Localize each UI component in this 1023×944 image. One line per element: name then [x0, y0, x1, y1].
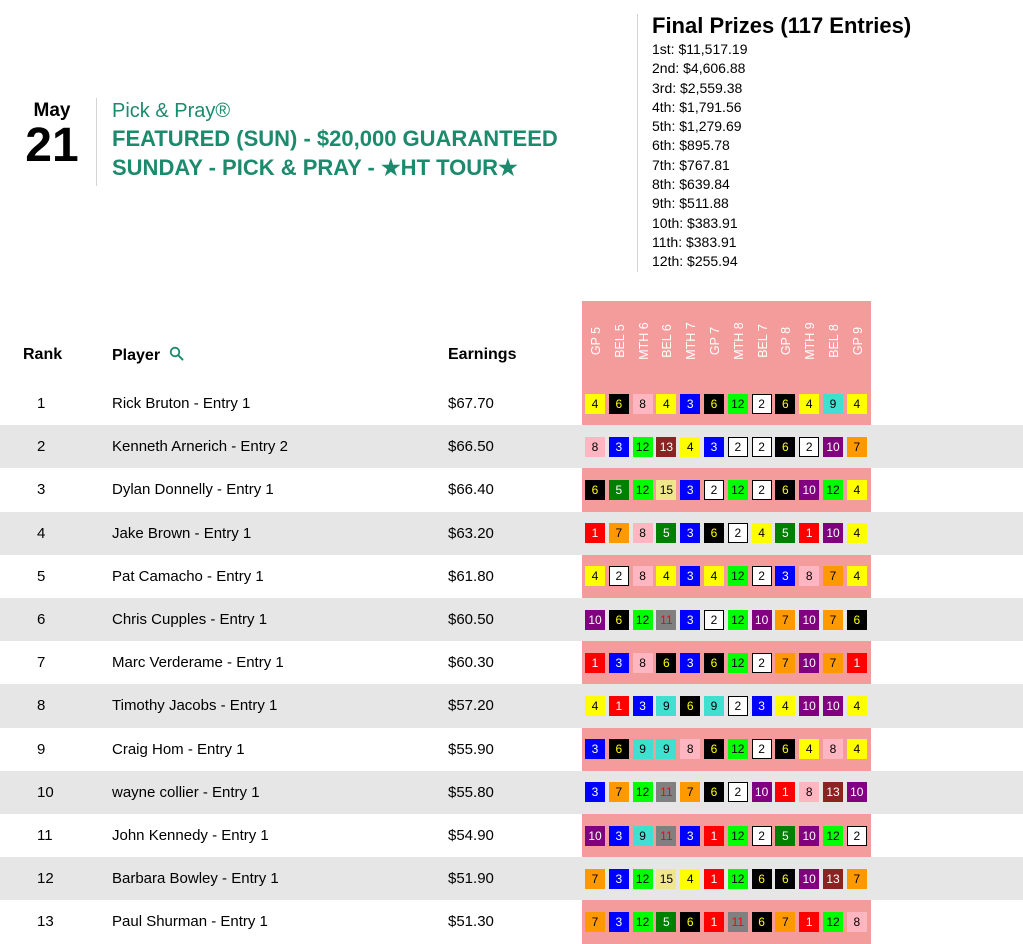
- pick-chip: 5: [775, 523, 795, 543]
- pick-chip: 2: [704, 480, 724, 500]
- pick-chip: 10: [799, 480, 819, 500]
- pick-chip: 11: [656, 782, 676, 802]
- pick-chip: 7: [775, 912, 795, 932]
- earnings-cell: $61.80: [448, 567, 494, 585]
- prize-line: 5th: $1,279.69: [652, 118, 742, 135]
- pick-chip: 10: [799, 696, 819, 716]
- earnings-cell: $60.50: [448, 611, 494, 628]
- pick-chip: 7: [680, 782, 700, 802]
- pick-chip: 2: [752, 566, 772, 586]
- race-header-label: MTH 6: [636, 321, 651, 360]
- race-header: [680, 303, 702, 378]
- prizes-divider: [637, 14, 638, 272]
- pick-chip: 11: [656, 610, 676, 630]
- earnings-cell: $55.90: [448, 740, 494, 758]
- pick-chip: 7: [609, 782, 629, 802]
- pick-chip: 10: [823, 696, 843, 716]
- earnings-header[interactable]: Earnings: [448, 346, 517, 363]
- rank-cell: 13: [37, 913, 54, 931]
- game-name: Pick & Pray®: [112, 100, 231, 122]
- pick-chip: 3: [680, 394, 700, 414]
- pick-chip: 3: [609, 826, 629, 846]
- player-name[interactable]: Kenneth Arnerich - Entry 2: [112, 438, 288, 456]
- pick-chip: 7: [823, 653, 843, 673]
- player-name[interactable]: Pat Camacho - Entry 1: [112, 567, 264, 585]
- race-header: [752, 303, 774, 378]
- final-prizes: [652, 12, 911, 272]
- pick-chip: 2: [752, 653, 772, 673]
- table-row[interactable]: [0, 382, 1023, 425]
- pick-chip: 3: [680, 826, 700, 846]
- player-header-label: Player: [112, 347, 161, 364]
- rank-cell: 6: [37, 611, 46, 628]
- pick-chip: 8: [633, 566, 653, 586]
- pick-chip: 6: [585, 480, 605, 500]
- event-titles: [112, 98, 558, 182]
- pick-chip: 10: [799, 653, 819, 673]
- pick-chip: 2: [847, 826, 867, 846]
- event-title: FEATURED (SUN) - $20,000 GUARANTEED: [112, 126, 558, 151]
- table-row[interactable]: [0, 900, 1023, 943]
- race-header: [775, 303, 797, 378]
- pick-chip: 10: [585, 610, 605, 630]
- pick-chip: 12: [728, 653, 748, 673]
- pick-chip: 3: [704, 437, 724, 457]
- pick-chip: 1: [799, 523, 819, 543]
- table-row[interactable]: [0, 641, 1023, 684]
- pick-chip: 8: [633, 394, 653, 414]
- pick-chip: 6: [775, 394, 795, 414]
- pick-chip: 2: [728, 437, 748, 457]
- pick-chip: 1: [704, 869, 724, 889]
- race-header: [585, 303, 607, 378]
- race-header: [823, 303, 845, 378]
- pick-chip: 12: [633, 782, 653, 802]
- pick-chip: 2: [752, 437, 772, 457]
- earnings-cell: $51.90: [448, 870, 494, 888]
- pick-chip: 9: [656, 739, 676, 759]
- pick-chip: 6: [752, 912, 772, 932]
- pick-chip: 5: [775, 826, 795, 846]
- pick-chip: 8: [633, 653, 653, 673]
- pick-chip: 12: [728, 739, 748, 759]
- prize-line: 6th: $895.78: [652, 137, 730, 154]
- pick-chip: 3: [680, 610, 700, 630]
- race-header: [847, 303, 869, 378]
- table-row[interactable]: [0, 598, 1023, 641]
- pick-chip: 4: [752, 523, 772, 543]
- pick-chip: 12: [728, 610, 748, 630]
- pick-chip: 9: [633, 739, 653, 759]
- pick-chip: 2: [752, 480, 772, 500]
- pick-chip: 10: [752, 610, 772, 630]
- pick-chip: 6: [704, 523, 724, 543]
- player-name[interactable]: Paul Shurman - Entry 1: [112, 913, 268, 931]
- pick-chip: 13: [656, 437, 676, 457]
- pick-chip: 1: [847, 653, 867, 673]
- pick-chip: 13: [823, 869, 843, 889]
- prize-line: 4th: $1,791.56: [652, 98, 742, 115]
- pick-chip: 2: [752, 394, 772, 414]
- pick-chip: 10: [823, 523, 843, 543]
- pick-chip: 4: [847, 394, 867, 414]
- pick-chip: 8: [847, 912, 867, 932]
- pick-chip: 6: [775, 869, 795, 889]
- pick-chip: 6: [704, 739, 724, 759]
- pick-chip: 1: [775, 782, 795, 802]
- pick-chip: 2: [704, 610, 724, 630]
- pick-chip: 6: [704, 394, 724, 414]
- prize-line: 7th: $767.81: [652, 156, 730, 173]
- pick-chip: 2: [728, 696, 748, 716]
- pick-chip: 4: [585, 394, 605, 414]
- pick-chip: 9: [704, 696, 724, 716]
- prize-line: 9th: $511.88: [652, 195, 729, 212]
- event-date: [22, 100, 82, 170]
- earnings-cell: $66.50: [448, 438, 494, 456]
- event-month: May: [33, 100, 71, 121]
- pick-chip: 6: [775, 437, 795, 457]
- pick-chip: 4: [799, 394, 819, 414]
- race-header: [656, 303, 678, 378]
- pick-chip: 6: [704, 782, 724, 802]
- pick-chip: 10: [799, 610, 819, 630]
- player-name[interactable]: Marc Verderame - Entry 1: [112, 654, 284, 672]
- pick-chip: 9: [656, 696, 676, 716]
- pick-chip: 9: [823, 394, 843, 414]
- pick-chip: 12: [633, 437, 653, 457]
- race-header-label: MTH 7: [684, 321, 699, 360]
- pick-chip: 10: [585, 826, 605, 846]
- pick-chip: 15: [656, 480, 676, 500]
- race-header: [799, 303, 821, 378]
- pick-chip: 4: [585, 696, 605, 716]
- pick-chip: 13: [823, 782, 843, 802]
- rank-cell: 1: [37, 395, 46, 412]
- pick-chip: 6: [609, 394, 629, 414]
- pick-chip: 12: [823, 480, 843, 500]
- pick-chip: 3: [609, 653, 629, 673]
- pick-chip: 6: [680, 912, 700, 932]
- race-header: [728, 303, 750, 378]
- table-row[interactable]: [0, 728, 1023, 771]
- pick-chip: 6: [680, 696, 700, 716]
- pick-chip: 4: [680, 437, 700, 457]
- pick-chip: 4: [656, 394, 676, 414]
- pick-chip: 12: [728, 826, 748, 846]
- pick-chip: 7: [585, 869, 605, 889]
- prize-list: [652, 40, 911, 272]
- race-header-label: MTH 9: [803, 321, 818, 360]
- pick-chip: 3: [585, 739, 605, 759]
- prize-line: 1st: $11,517.19: [652, 41, 748, 57]
- pick-chip: 1: [585, 523, 605, 543]
- rank-cell: 4: [37, 524, 46, 542]
- pick-chip: 12: [823, 826, 843, 846]
- pick-chip: 7: [775, 653, 795, 673]
- pick-chip: 3: [680, 480, 700, 500]
- pick-chip: 12: [728, 394, 748, 414]
- player-name[interactable]: Timothy Jacobs - Entry 1: [112, 697, 278, 715]
- pick-chip: 2: [752, 739, 772, 759]
- table-row[interactable]: [0, 684, 1023, 727]
- pick-chip: 3: [609, 869, 629, 889]
- player-name[interactable]: Dylan Donnelly - Entry 1: [112, 481, 274, 499]
- pick-chip: 12: [728, 480, 748, 500]
- prize-line: 8th: $639.84: [652, 176, 730, 193]
- pick-chip: 7: [609, 523, 629, 543]
- pick-chip: 3: [633, 696, 653, 716]
- pick-chip: 4: [656, 566, 676, 586]
- rank-cell: 10: [37, 783, 54, 801]
- pick-chip: 3: [680, 523, 700, 543]
- pick-chip: 4: [585, 566, 605, 586]
- pick-chip: 1: [704, 912, 724, 932]
- pick-chip: 8: [585, 437, 605, 457]
- pick-chip: 4: [680, 869, 700, 889]
- pick-chip: 1: [704, 826, 724, 846]
- pick-chip: 3: [585, 782, 605, 802]
- race-header-label: GP 9: [850, 326, 865, 355]
- pick-chip: 4: [775, 696, 795, 716]
- pick-chip: 7: [775, 610, 795, 630]
- pick-chip: 8: [680, 739, 700, 759]
- race-header-label: BEL 7: [755, 323, 770, 358]
- rank-cell: 11: [37, 827, 53, 844]
- player-name[interactable]: Chris Cupples - Entry 1: [112, 611, 268, 628]
- rank-cell: 5: [37, 567, 46, 585]
- pick-chip: 6: [656, 653, 676, 673]
- table-row[interactable]: [0, 771, 1023, 814]
- race-header: [609, 303, 631, 378]
- pick-chip: 7: [823, 566, 843, 586]
- rank-header[interactable]: Rank: [23, 346, 63, 363]
- earnings-cell: $55.80: [448, 783, 494, 801]
- player-name[interactable]: Rick Bruton - Entry 1: [112, 395, 251, 412]
- pick-chip: 12: [633, 610, 653, 630]
- pick-chip: 7: [585, 912, 605, 932]
- pick-chip: 4: [847, 480, 867, 500]
- pick-chip: 2: [799, 437, 819, 457]
- pick-chip: 7: [847, 869, 867, 889]
- pick-chip: 10: [847, 782, 867, 802]
- race-header-label: GP 7: [708, 326, 722, 355]
- pick-chip: 2: [609, 566, 629, 586]
- race-header-label: GP 8: [779, 326, 794, 355]
- table-row[interactable]: [0, 857, 1023, 900]
- pick-chip: 8: [633, 523, 653, 543]
- earnings-cell: $51.30: [448, 913, 494, 931]
- pick-chip: 12: [633, 480, 653, 500]
- pick-chip: 4: [799, 739, 819, 759]
- prize-line: 11th: $383.91: [652, 233, 737, 250]
- player-header[interactable]: [112, 346, 184, 365]
- prizes-title: Final Prizes (117 Entries): [652, 13, 912, 38]
- rank-cell: 2: [37, 438, 46, 456]
- pick-chip: 4: [847, 696, 867, 716]
- pick-chip: 10: [823, 437, 843, 457]
- pick-chip: 3: [775, 566, 795, 586]
- table-row[interactable]: [0, 425, 1023, 468]
- event-subtitle: SUNDAY - PICK & PRAY - ★HT TOUR★: [112, 155, 518, 180]
- pick-chip: 6: [847, 610, 867, 630]
- pick-chip: 4: [847, 566, 867, 586]
- pick-chip: 11: [656, 826, 676, 846]
- pick-chip: 12: [633, 869, 653, 889]
- pick-chip: 6: [609, 739, 629, 759]
- pick-chip: 3: [752, 696, 772, 716]
- pick-chip: 12: [823, 912, 843, 932]
- pick-chip: 6: [704, 653, 724, 673]
- earnings-cell: $60.30: [448, 654, 494, 672]
- race-header-label: GP 5: [589, 326, 603, 355]
- pick-chip: 6: [775, 739, 795, 759]
- earnings-cell: $66.40: [448, 481, 494, 499]
- rank-cell: 9: [37, 740, 46, 758]
- race-header: [633, 303, 655, 378]
- pick-chip: 12: [728, 566, 748, 586]
- prize-line: 2nd: $4,606.88: [652, 60, 746, 77]
- table-row[interactable]: [0, 512, 1023, 555]
- pick-chip: 2: [728, 782, 748, 802]
- player-name[interactable]: wayne collier - Entry 1: [112, 783, 260, 801]
- race-header-label: MTH 8: [731, 321, 746, 360]
- pick-chip: 2: [728, 523, 748, 543]
- pick-chip: 12: [728, 869, 748, 889]
- pick-chip: 1: [609, 696, 629, 716]
- pick-chip: 7: [823, 610, 843, 630]
- earnings-cell: $54.90: [448, 827, 494, 844]
- pick-chip: 5: [609, 480, 629, 500]
- player-name[interactable]: Barbara Bowley - Entry 1: [112, 870, 279, 888]
- rank-cell: 12: [37, 870, 54, 888]
- prize-line: 3rd: $2,559.38: [652, 79, 743, 96]
- race-header-label: BEL 8: [827, 323, 841, 358]
- player-name[interactable]: John Kennedy - Entry 1: [112, 827, 269, 844]
- earnings-cell: $57.20: [448, 697, 494, 715]
- pick-chip: 12: [633, 912, 653, 932]
- search-icon[interactable]: [169, 346, 184, 361]
- pick-chip: 4: [847, 739, 867, 759]
- table-row[interactable]: [0, 555, 1023, 598]
- event-day: 21: [25, 119, 79, 172]
- pick-chip: 6: [752, 869, 772, 889]
- pick-chip: 10: [799, 826, 819, 846]
- rank-cell: 3: [37, 481, 46, 499]
- pick-chip: 7: [847, 437, 867, 457]
- pick-chip: 1: [799, 912, 819, 932]
- race-header-label: BEL 6: [660, 323, 675, 358]
- pick-chip: 10: [799, 869, 819, 889]
- pick-chip: 8: [799, 566, 819, 586]
- pick-chip: 9: [633, 826, 653, 846]
- pick-chip: 4: [847, 523, 867, 543]
- race-header-label: BEL 5: [612, 323, 627, 358]
- table-row[interactable]: [0, 814, 1023, 857]
- prize-line: 12th: $255.94: [652, 253, 738, 270]
- pick-chip: 15: [656, 869, 676, 889]
- pick-chip: 8: [823, 739, 843, 759]
- pick-chip: 6: [775, 480, 795, 500]
- pick-chip: 4: [704, 566, 724, 586]
- earnings-cell: $63.20: [448, 524, 494, 542]
- table-row[interactable]: [0, 468, 1023, 511]
- player-name[interactable]: Jake Brown - Entry 1: [112, 524, 252, 542]
- pick-chip: 3: [609, 912, 629, 932]
- pick-chip: 3: [609, 437, 629, 457]
- prize-line: 10th: $383.91: [652, 214, 738, 231]
- pick-chip: 10: [752, 782, 772, 802]
- pick-chip: 5: [656, 912, 676, 932]
- pick-chip: 5: [656, 523, 676, 543]
- pick-chip: 3: [680, 566, 700, 586]
- rank-cell: 8: [37, 697, 46, 715]
- pick-chip: 3: [680, 653, 700, 673]
- player-name[interactable]: Craig Hom - Entry 1: [112, 740, 245, 758]
- earnings-cell: $67.70: [448, 395, 494, 412]
- rank-cell: 7: [37, 654, 46, 672]
- pick-chip: 8: [799, 782, 819, 802]
- race-header: [704, 303, 726, 378]
- pick-chip: 11: [728, 912, 748, 932]
- header-divider: [96, 98, 97, 186]
- pick-chip: 6: [609, 610, 629, 630]
- pick-chip: 2: [752, 826, 772, 846]
- pick-chip: 1: [585, 653, 605, 673]
